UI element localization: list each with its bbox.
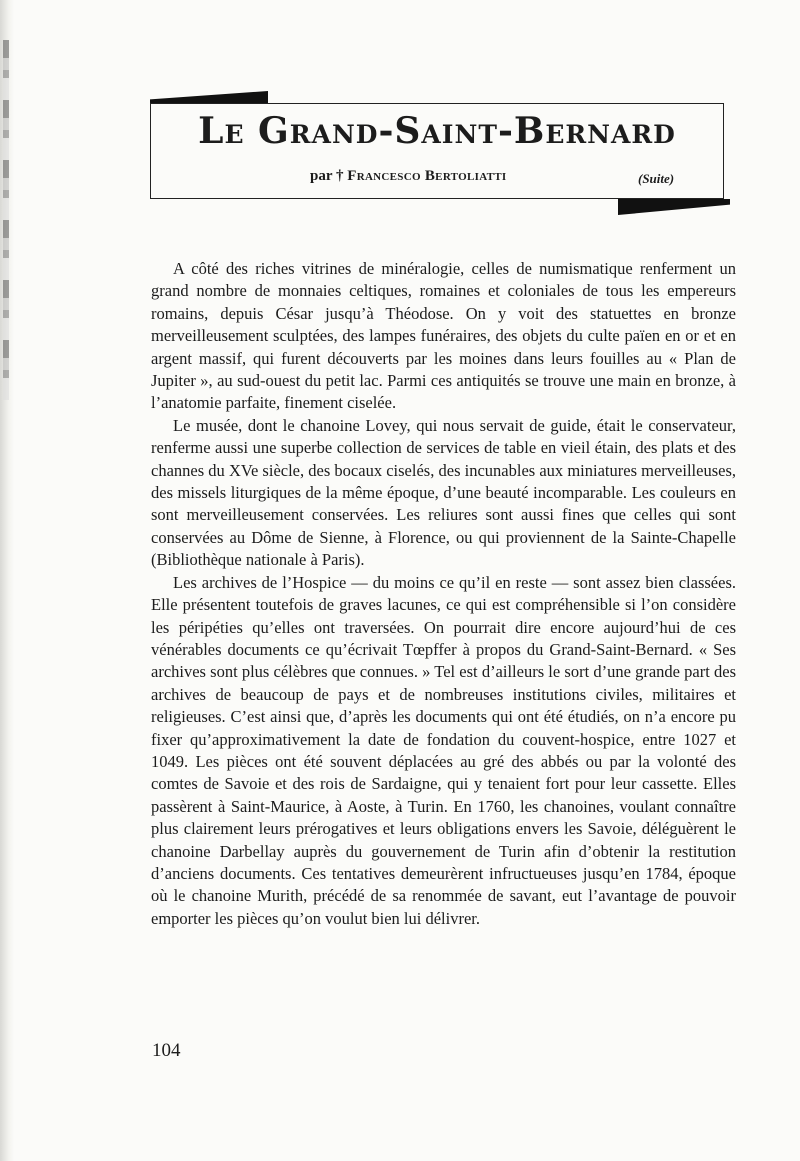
header-bottom-rule <box>618 199 730 215</box>
author-name: Francesco Bertoliatti <box>347 168 507 184</box>
paragraph: Le musée, dont le chanoine Lovey, qui nous servait de guide, était le conservateur, renferme aussi une superbe collection de services de table en vieil étain, des plats et des channes du XVe siècle, des bocaux ciselés, des incunables aux miniatures merveilleuses, des missels liturgiques de la même époque, d’une beauté incomparable. Les couleurs en sont merveilleusement conservées. Les reliures sont aussi fines que celles qui sont conservées au Dôme de Sienne, à Florence, ou qui proviennent de la Sainte-Chapelle (Bibliothèque nationale à Paris). <box>151 415 736 570</box>
article-body <box>151 258 736 930</box>
header-top-rule <box>150 91 268 103</box>
article-title: Le Grand-Saint-Bernard <box>198 110 676 152</box>
scan-binding-marks <box>3 40 9 400</box>
page-number: 104 <box>152 1040 181 1061</box>
continuation-note: (Suite) <box>638 171 675 186</box>
article-byline <box>310 168 506 185</box>
byline-prefix: par † <box>310 168 348 184</box>
paragraph: Les archives de l’Hospice — du moins ce qu’il en reste — sont assez bien classées. Elle présentent toutefois de graves lacunes, ce qui est compréhensible si l’on considère les péripéties qu’elles ont traversées. On pourrait dire encore aujourd’hui de ces vénérables documents ce qu’écrivait Tœpffer à propos du Grand-Saint-Bernard. « Ses archives sont plus célèbres que connues. » Tel est d’ailleurs le sort d’une grande part des archives de beaucoup de pays et de nombreuses institutions civiles, militaires et religieuses. C’est ainsi que, d’après les documents qui ont été étudiés, on n’a encore pu fixer qu’approximativement la date de fondation du couvent-hospice, entre 1027 et 1049. Les pièces ont été souvent déplacées au gré des abbés ou par la volonté des comtes de Savoie et des rois de Sardaigne, qui y tenaient fort pour leur cassette. Elles passèrent à Saint-Maurice, à Aoste, à Turin. En 1760, les chanoines, voulant connaître plus clairement leurs prérogatives et leurs obligations envers les Savoie, déléguèrent le chanoine Darbellay auprès du gouvernement de Turin afin d’obtenir la restitution d’anciens documents. Ces tentatives demeurèrent infructueuses jusqu’en 1784, époque où le chanoine Murith, précédé de sa renommée de savant, eut l’avantage de pouvoir emporter les pièces qu’on voulut bien lui délivrer. <box>151 572 736 928</box>
paragraph: A côté des riches vitrines de minéralogie, celles de numismatique renferment un grand nombre de monnaies celtiques, romaines et coloniales de tous les empereurs romains, depuis César jusqu’à Théodose. On y voit des statuettes en bronze merveilleusement sculptées, des lampes funéraires, des objets du culte païen en or et en argent massif, qui furent découverts par les moines dans leurs fouilles au « Plan de Jupiter », au sud-ouest du petit lac. Parmi ces antiquités se trouve une main en bronze, à l’anatomie parfaite, finement ciselée. <box>151 259 736 413</box>
